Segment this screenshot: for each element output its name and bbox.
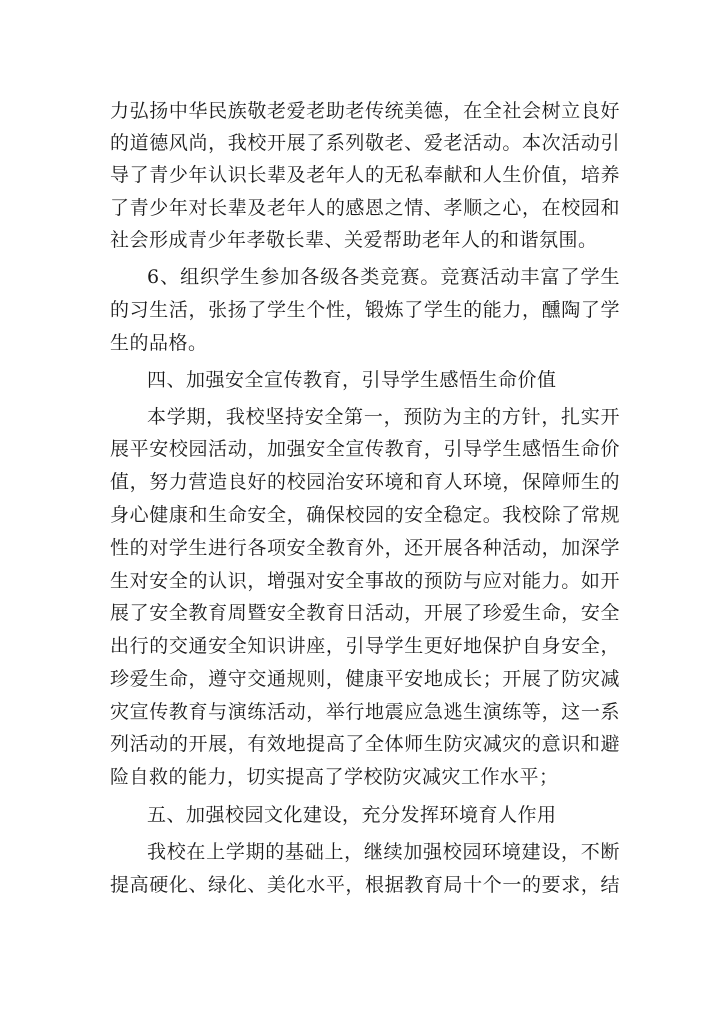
text-line: 险自救的能力，切实提高了学校防灾减灾工作水平； [110, 766, 559, 788]
text-line: 值，努力营造良好的校园治安环境和育人环境，保障师生的 [110, 471, 620, 493]
text-line: 本学期，我校坚持安全第一，预防为主的方针，扎实开 [147, 406, 620, 428]
text-line: 展平安校园活动，加强安全宣传教育，引导学生感悟生命价 [110, 438, 620, 460]
text-line: 展了安全教育周暨安全教育日活动，开展了珍爱生命，安全 [110, 602, 620, 624]
text-line: 我校在上学期的基础上，继续加强校园环境建设，不断 [147, 841, 620, 863]
text-line: 珍爱生命，遵守交通规则，健康平安地成长；开展了防灾减 [110, 668, 620, 690]
text-line: 出行的交通安全知识讲座，引导学生更好地保护自身安全， [110, 635, 620, 657]
text-line: 的道德风尚，我校开展了系列敬老、爱老活动。本次活动引 [110, 132, 620, 154]
text-line: 身心健康和生命安全，确保校园的安全稳定。我校除了常规 [110, 504, 620, 526]
text-line: 力弘扬中华民族敬老爱老助老传统美德，在全社会树立良好 [110, 100, 620, 122]
section-heading: 四、加强安全宣传教育，引导学生感悟生命价值 [147, 369, 557, 391]
text-line: 性的对学生进行各项安全教育外，还开展各种活动，加深学 [110, 537, 620, 559]
text-line: 生对安全的认识，增强对安全事故的预防与应对能力。如开 [110, 570, 620, 592]
text-line: 了青少年对长辈及老年人的感恩之情、孝顺之心，在校园和 [110, 197, 620, 219]
section-heading: 五、加强校园文化建设，充分发挥环境育人作用 [147, 804, 557, 826]
text-line: 的习生活，张扬了学生个性，锻炼了学生的能力，醺陶了学 [110, 299, 620, 321]
text-line: 生的品格。 [110, 332, 208, 354]
text-line: 列活动的开展，有效地提高了全体师生防灾减灾的意识和避 [110, 733, 620, 755]
text-line: 提高硬化、绿化、美化水平，根据教育局十个一的要求，结 [110, 874, 620, 896]
text-line: 导了青少年认识长辈及老年人的无私奉献和人生价值，培养 [110, 164, 620, 186]
text-line: 社会形成青少年孝敬长辈、关爱帮助老年人的和谐氛围。 [110, 229, 598, 251]
text-line: 灾宣传教育与演练活动，举行地震应急逃生演练等，这一系 [110, 701, 620, 723]
text-line: 6、组织学生参加各级各类竞赛。竞赛活动丰富了学生 [147, 266, 620, 288]
